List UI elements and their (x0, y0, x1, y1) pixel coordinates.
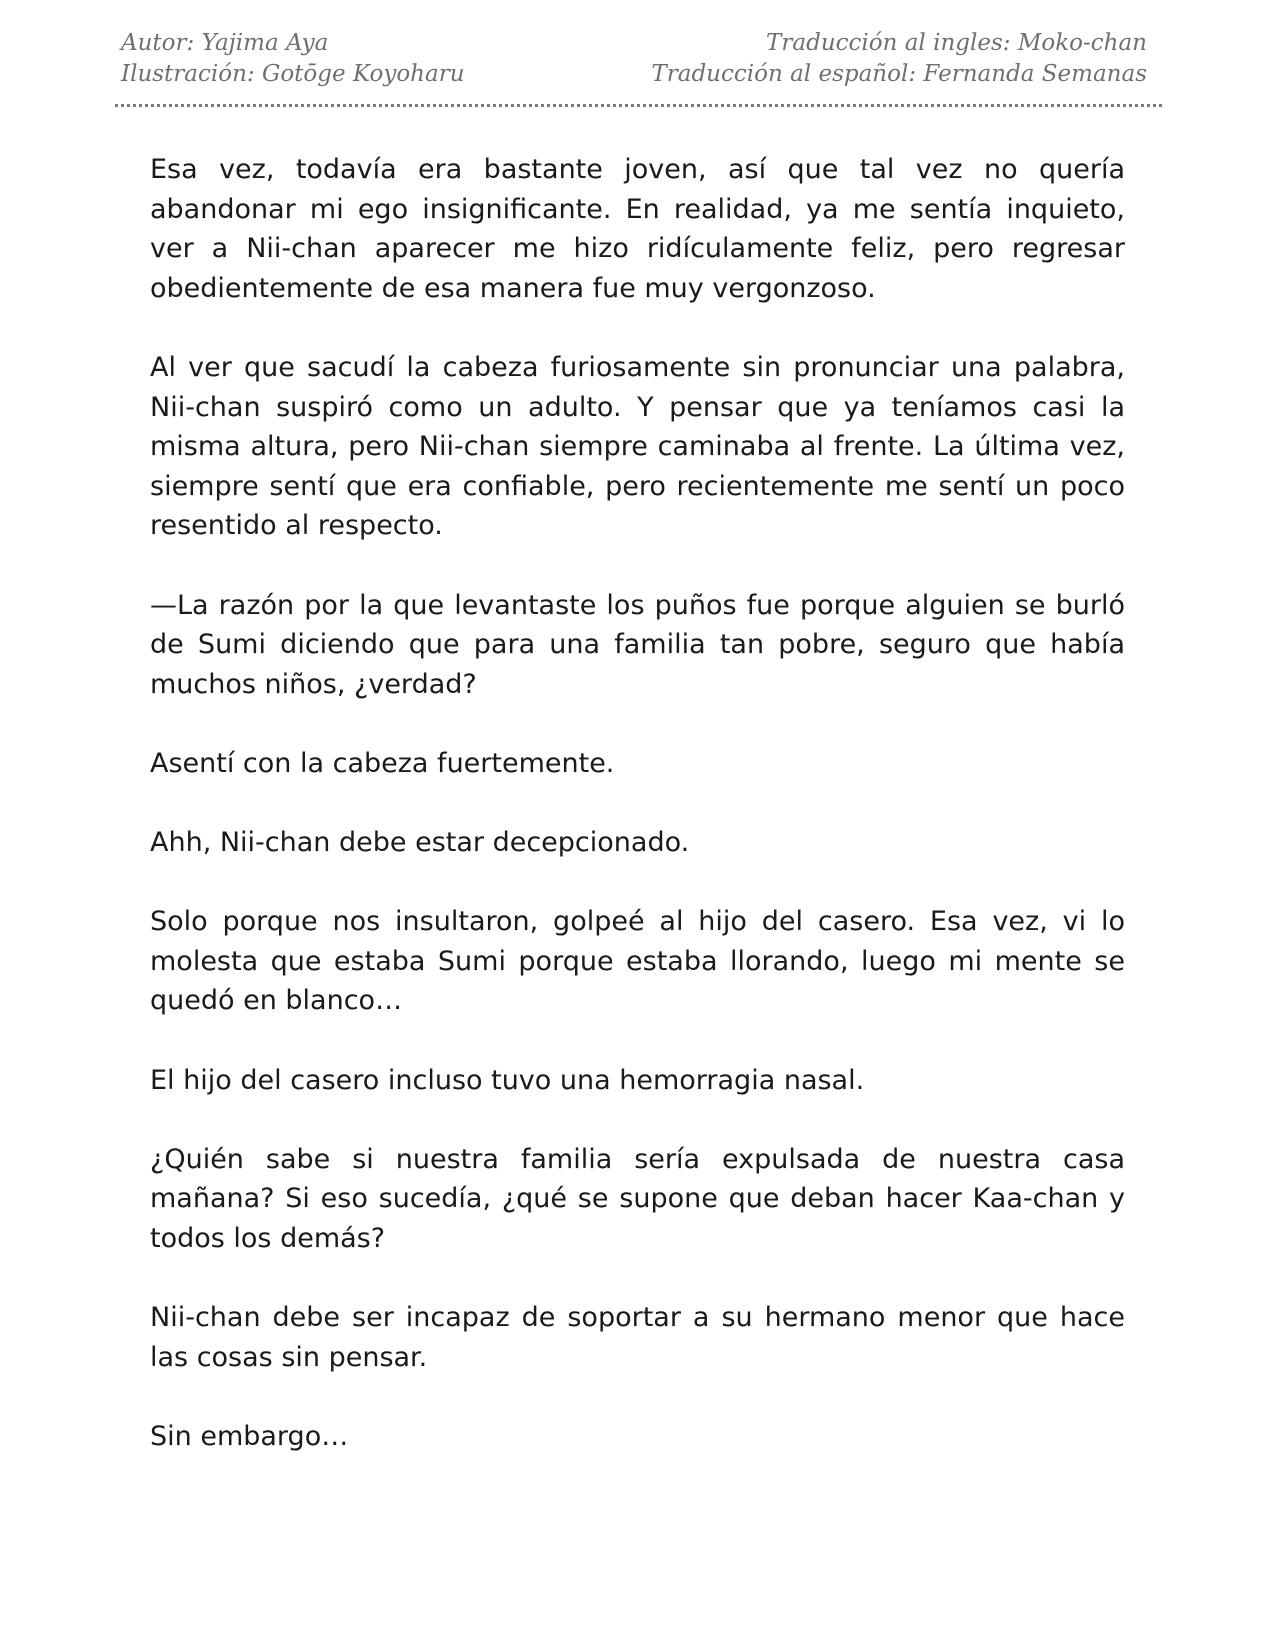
english-translation-credit: Traducción al ingles: Moko-chan (766, 30, 1147, 56)
paragraph: Ahh, Nii-chan debe estar decepcionado. (150, 827, 690, 859)
paragraph: El hijo del casero incluso tuvo una hemorragia nasal. (150, 1064, 865, 1096)
paragraph: Solo porque nos insultaron, golpeé al hijo del casero. Esa vez, vi lo molesta que estaba Sumi porque estaba llorando, luego mi mente se quedó en blanco… (150, 906, 1125, 1017)
paragraph: Al ver que sacudí la cabeza furiosamente sin pronunciar una palabra, Nii-chan suspiró como un adulto. Y pensar que ya teníamos casi la misma altura, pero Nii-chan siempre caminaba al frente. La última vez, siempre sentí que era confiable, pero recientemente me sentí un poco resentido al respecto. (150, 351, 1125, 542)
paragraph: Nii-chan debe ser incapaz de soportar a su hermano menor que hace las cosas sin pensar. (150, 1302, 1125, 1373)
paragraph: ¿Quién sabe si nuestra familia sería expulsada de nuestra casa mañana? Si eso sucedía, ¿qué se supone que deban hacer Kaa-chan y todos los demás? (150, 1143, 1125, 1255)
story-text (150, 150, 1125, 1496)
paragraph: Asentí con la cabeza fuertemente. (150, 747, 615, 779)
paragraph: Sin embargo… (150, 1421, 349, 1452)
paragraph: Esa vez, todavía era bastante joven, así que tal vez no quería abandonar mi ego insignificante. En realidad, ya me sentía inquieto, ver a Nii-chan aparecer me hizo ridículamente feliz, pero regresar obedientemente de esa manera fue muy vergonzoso. (150, 154, 1125, 304)
author-credit: Autor: Yajima Aya (121, 30, 329, 56)
page-header (121, 28, 1147, 92)
header-credits-right (651, 28, 1147, 90)
paragraph: —La razón por la que levantaste los puños fue porque alguien se burló de Sumi diciendo que para una familia tan pobre, seguro que había muchos niños, ¿verdad? (150, 589, 1125, 700)
illustration-credit: Ilustración: Gotōge Koyoharu (121, 61, 465, 87)
header-divider (115, 104, 1162, 107)
header-credits-left (121, 28, 465, 90)
spanish-translation-credit: Traducción al español: Fernanda Semanas (651, 61, 1147, 87)
